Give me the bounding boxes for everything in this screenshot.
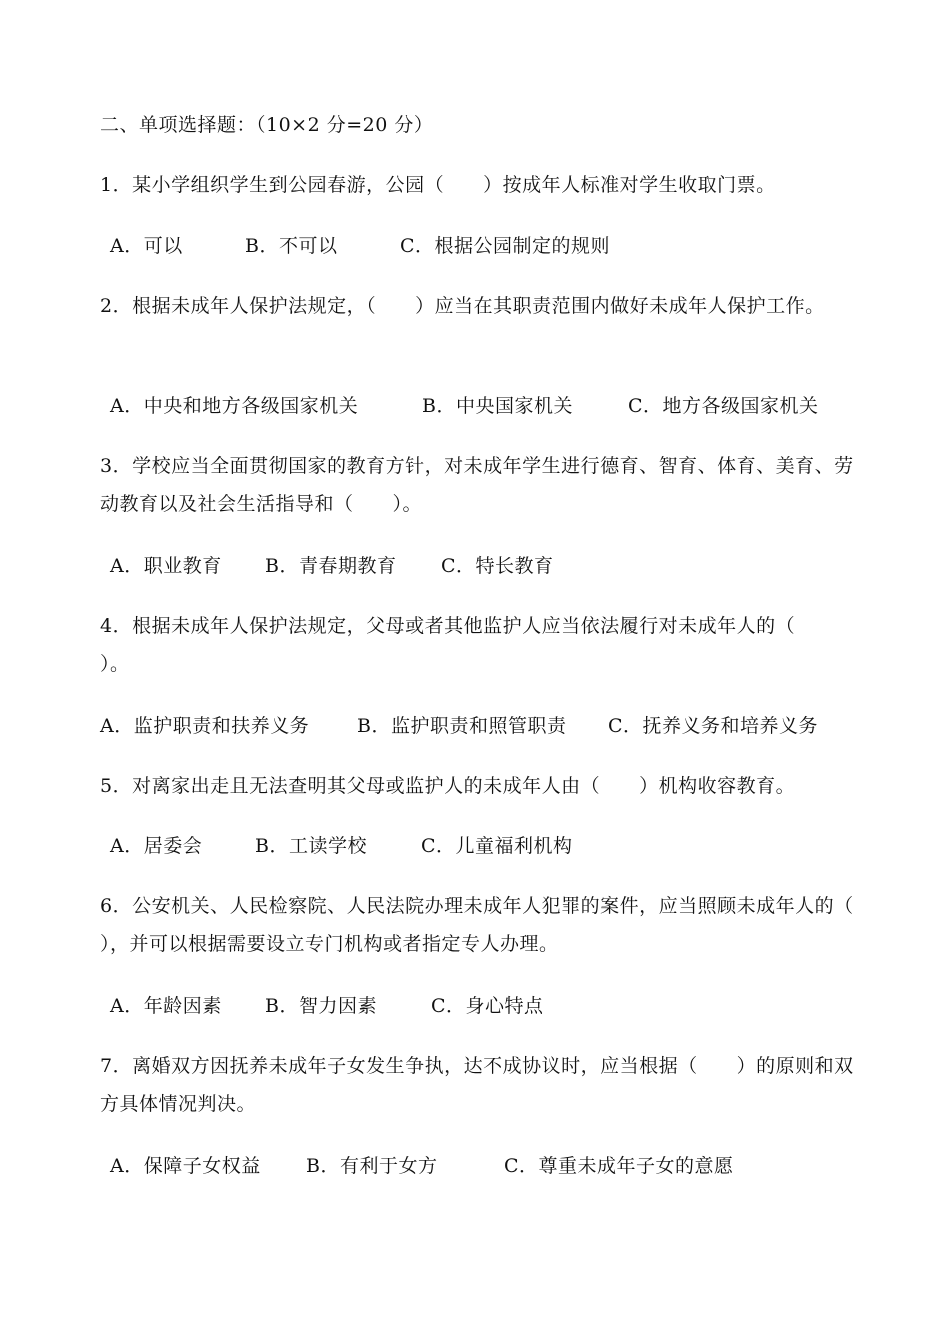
question-1-option-a: A．可以 (110, 235, 183, 257)
question-4-text: 4．根据未成年人保护法规定，父母或者其他监护人应当依法履行对未成年人的（ ）。 (100, 615, 835, 675)
question-7-option-b: B．有利于女方 (306, 1155, 438, 1177)
question-5-option-a: A．居委会 (110, 835, 203, 857)
question-3-option-a: A．职业教育 (110, 555, 222, 577)
question-3-option-c: C．特长教育 (441, 555, 554, 577)
question-1-text: 1．某小学组织学生到公园春游，公园（ ）按成年人标准对学生收取门票。 (100, 174, 776, 196)
question-5-text: 5．对离家出走且无法查明其父母或监护人的未成年人由（ ）机构收容教育。 (100, 775, 796, 797)
question-7-option-c: C．尊重未成年子女的意愿 (504, 1155, 734, 1177)
section-title: 二、单项选择题：（10×2 分=20 分） (100, 114, 434, 136)
question-4-option-c: C．抚养义务和培养义务 (608, 715, 819, 737)
question-2-option-a: A．中央和地方各级国家机关 (110, 395, 359, 417)
question-6-option-c: C．身心特点 (431, 995, 544, 1017)
question-6-option-b: B．智力因素 (265, 995, 377, 1017)
question-6-option-a: A．年龄因素 (110, 995, 222, 1017)
question-7-option-a: A．保障子女权益 (110, 1155, 261, 1177)
question-5-option-b: B．工读学校 (255, 835, 367, 857)
question-6-text: 6．公安机关、人民检察院、人民法院办理未成年人犯罪的案件，应当照顾未成年人的（ ），并可以根据需要设立专门机构或者指定专人办理。 (100, 895, 893, 955)
question-2-option-b: B．中央国家机关 (422, 395, 573, 417)
question-3-option-b: B．青春期教育 (265, 555, 397, 577)
question-2-text: 2．根据未成年人保护法规定，（ ）应当在其职责范围内做好未成年人保护工作。 (100, 295, 825, 317)
question-5-option-c: C．儿童福利机构 (421, 835, 573, 857)
question-4-option-a: A．监护职责和扶养义务 (100, 715, 310, 737)
question-4-option-b: B．监护职责和照管职责 (357, 715, 567, 737)
question-7-text: 7．离婚双方因抚养未成年子女发生争执，达不成协议时，应当根据（ ）的原则和双方具体情况判决。 (100, 1055, 854, 1115)
question-2-option-c: C．地方各级国家机关 (628, 395, 819, 417)
question-3-text: 3．学校应当全面贯彻国家的教育方针，对未成年学生进行德育、智育、体育、美育、劳动教育以及社会生活指导和（ ）。 (100, 455, 854, 515)
question-1-option-c: C．根据公园制定的规则 (400, 235, 611, 257)
question-1-option-b: B．不可以 (245, 235, 338, 257)
